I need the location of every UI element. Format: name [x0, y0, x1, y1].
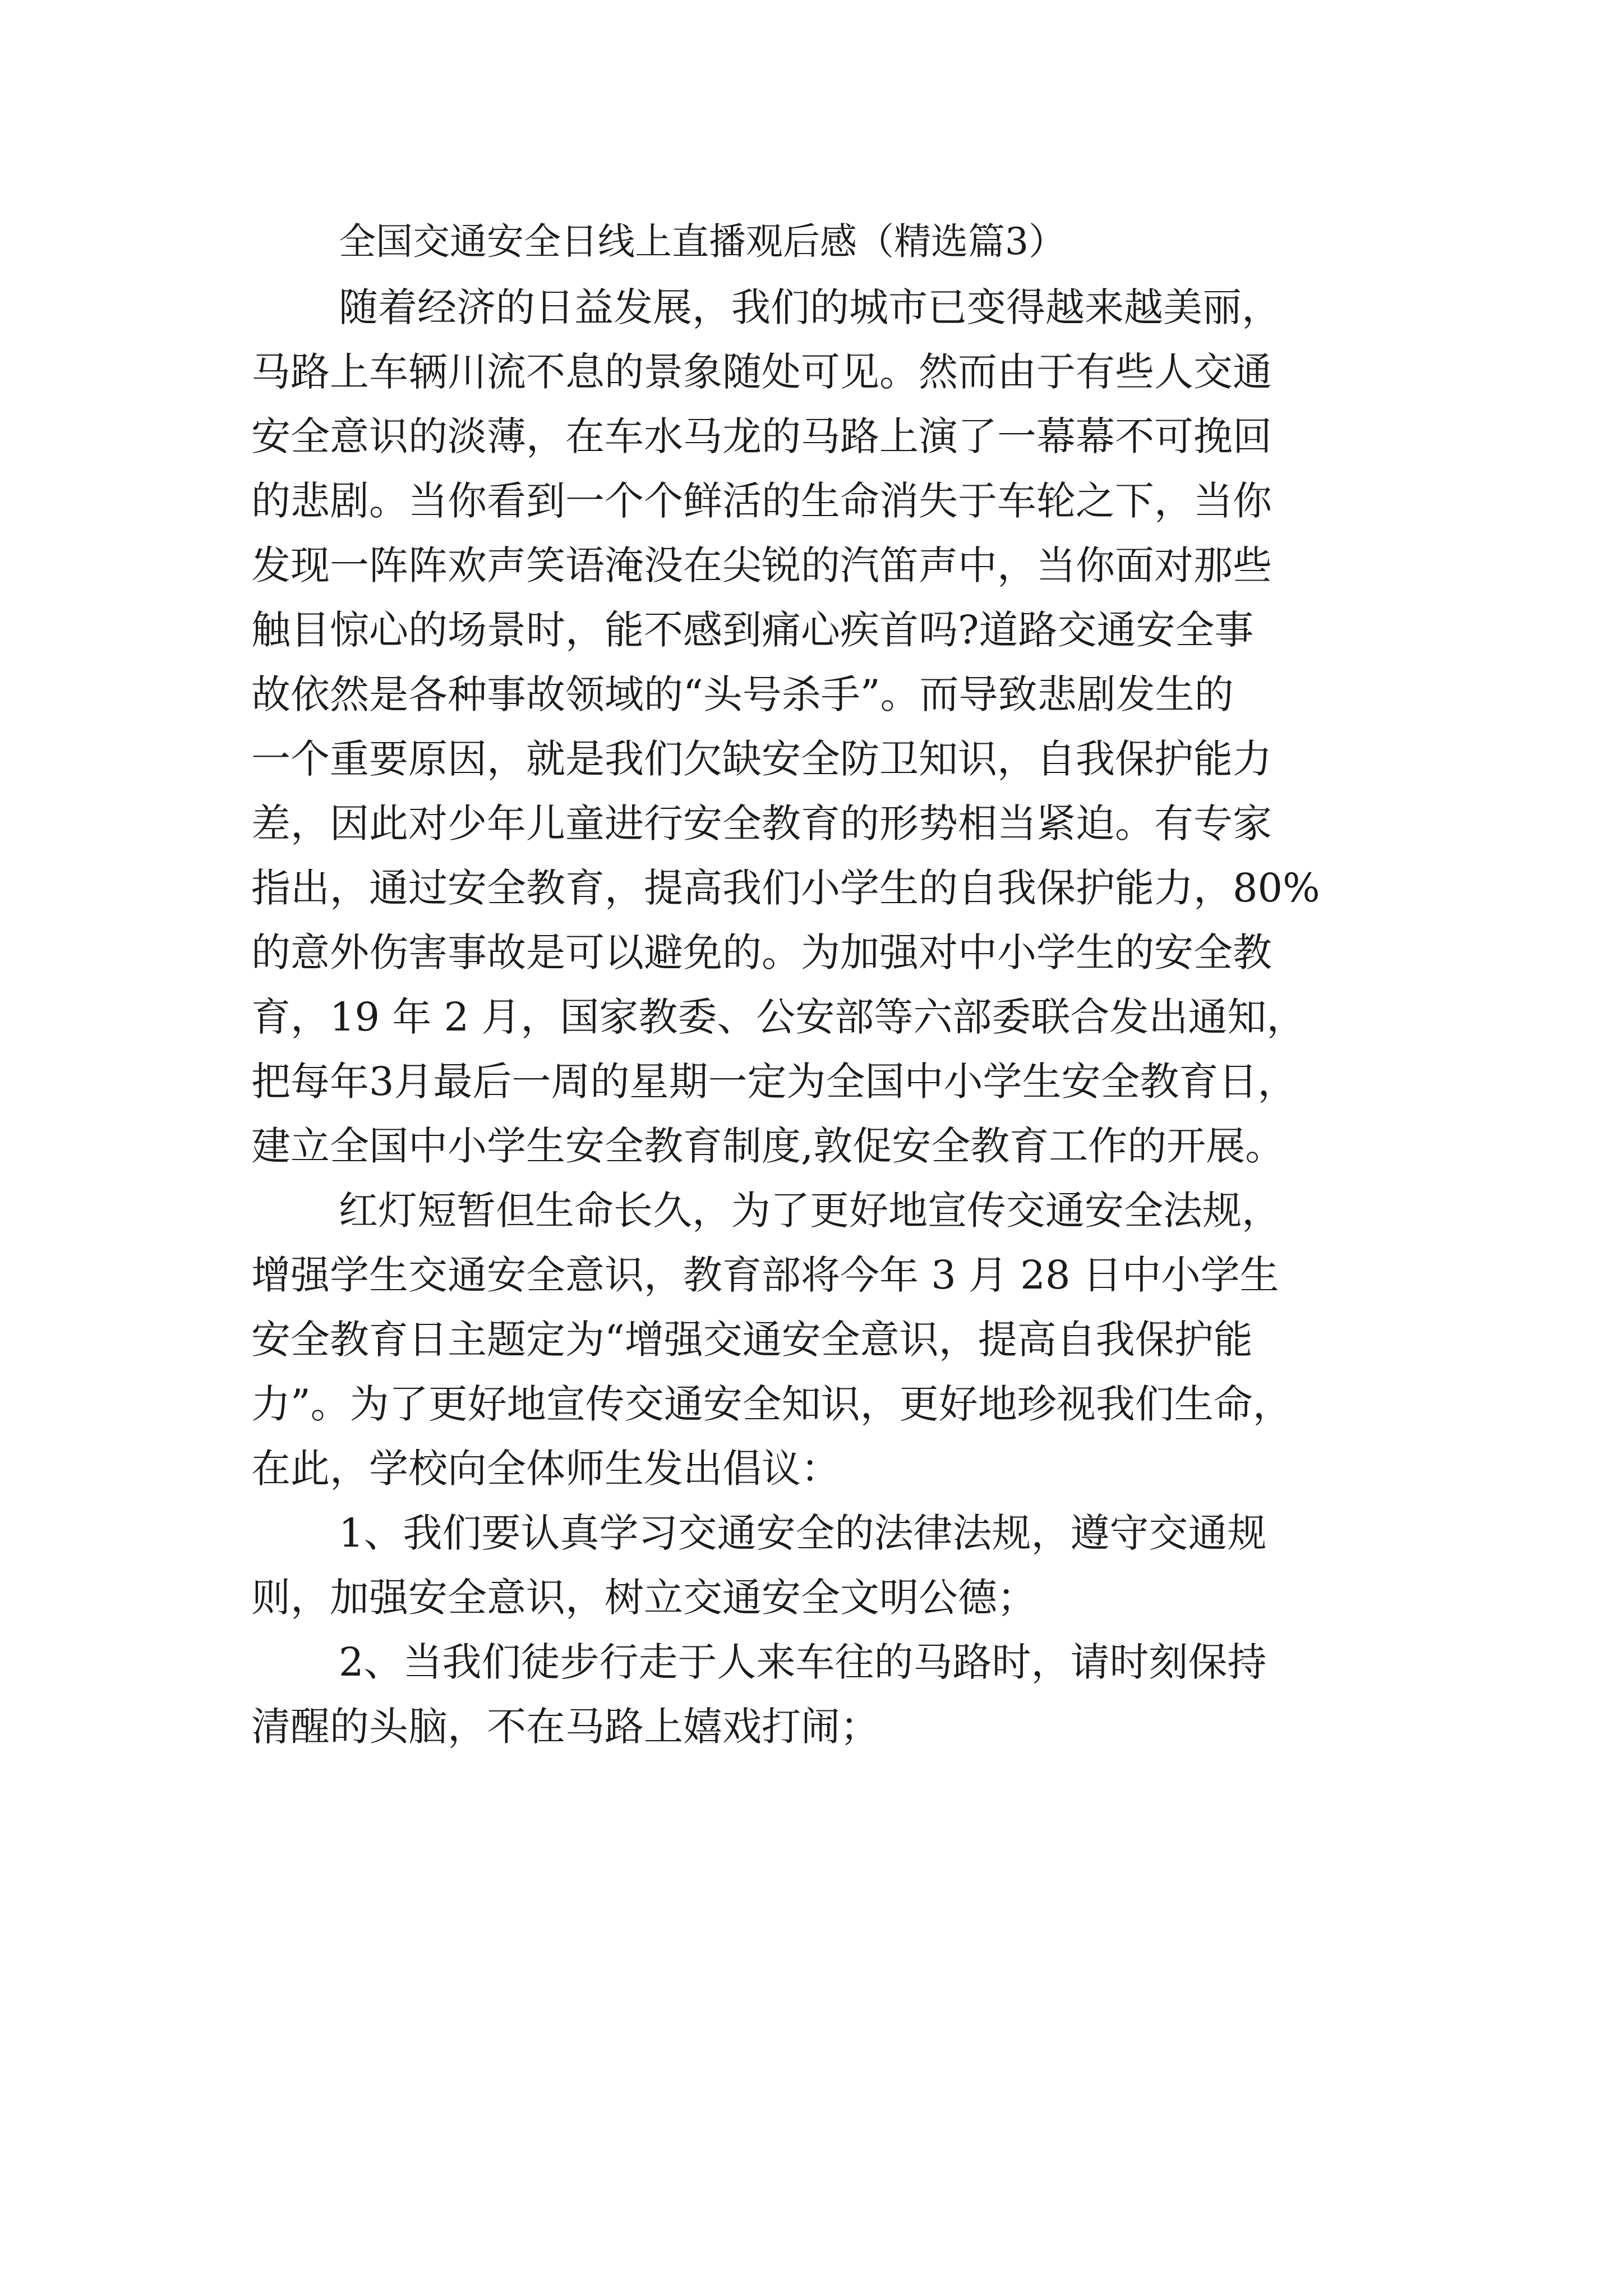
paragraph-line: 故依然是各种事故领域的“头号杀手”。而导致悲剧发生的: [251, 671, 1234, 717]
paragraph-line: 的悲剧。当你看到一个个鲜活的生命消失于车轮之下，当你: [251, 478, 1272, 524]
paragraph-line: 触目惊心的场景时，能不感到痛心疾首吗?道路交通安全事: [251, 607, 1254, 653]
paragraph-line: 把每年3月最后一周的星期一定为全国中小学生安全教育日，: [251, 1059, 1297, 1105]
paragraph-line: 差，因此对少年儿童进行安全教育的形势相当紧迫。有专家: [251, 800, 1272, 846]
paragraph-line: 增强学生交通安全意识，教育部将今年 3 月 28 日中小学生: [251, 1252, 1279, 1298]
paragraph-line: 在此，学校向全体师生发出倡议：: [251, 1446, 840, 1492]
paragraph-line: 育，19 年 2 月，国家教委、公安部等六部委联合发出通知，: [251, 994, 1306, 1040]
paragraph-line: 马路上车辆川流不息的景象随处可见。然而由于有些人交通: [251, 349, 1272, 395]
paragraph-line: 安全教育日主题定为“增强交通安全意识，提高自我保护能: [251, 1317, 1253, 1363]
paragraph-line: 红灯短暂但生命长久，为了更好地宣传交通安全法规，: [339, 1188, 1281, 1234]
paragraph-line: 的意外伤害事故是可以避免的。为加强对中小学生的安全教: [251, 930, 1272, 976]
paragraph-line: 力”。为了更好地宣传交通安全知识，更好地珍视我们生命，: [251, 1381, 1292, 1427]
paragraph-line: 指出，通过安全教育，提高我们小学生的自我保护能力，80%: [251, 865, 1320, 911]
paragraph-line: 发现一阵阵欢声笑语淹没在尖锐的汽笛声中，当你面对那些: [251, 542, 1272, 588]
list-item-line: 2、当我们徒步行走于人来车往的马路时，请时刻保持: [339, 1639, 1267, 1685]
paragraph-line: 一个重要原因，就是我们欠缺安全防卫知识，自我保护能力: [251, 736, 1272, 782]
paragraph-line: 随着经济的日益发展，我们的城市已变得越来越美丽，: [339, 284, 1281, 330]
paragraph-line: 建立全国中小学生安全教育制度,敦促安全教育工作的开展。: [251, 1123, 1285, 1169]
document-title: 全国交通安全日线上直播观后感（精选篇3）: [339, 220, 1066, 263]
list-item-line: 则，加强安全意识，树立交通安全文明公德；: [251, 1575, 1036, 1621]
list-item-line: 1、我们要认真学习交通安全的法律法规，遵守交通规: [339, 1510, 1267, 1556]
paragraph-line: 安全意识的淡薄，在车水马龙的马路上演了一幕幕不可挽回: [251, 413, 1272, 459]
list-item-line: 清醒的头脑，不在马路上嬉戏打闹；: [251, 1704, 879, 1750]
